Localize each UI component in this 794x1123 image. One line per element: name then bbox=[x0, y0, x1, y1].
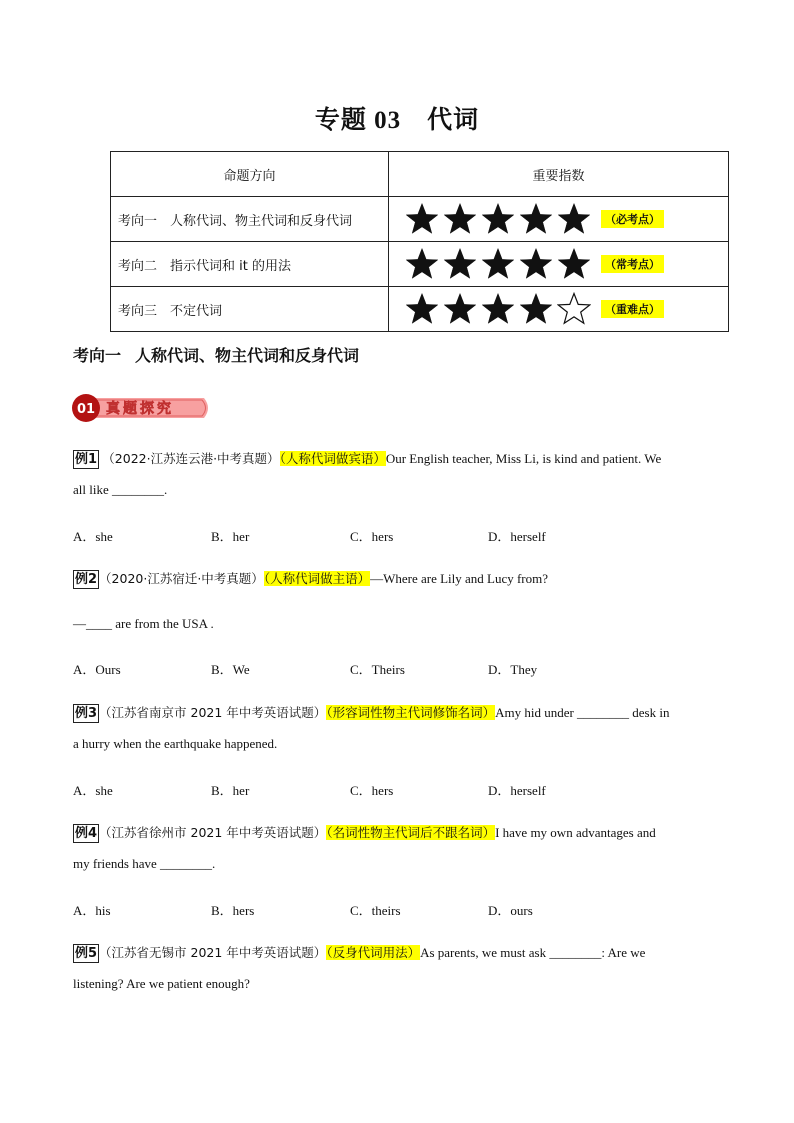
star-rating bbox=[405, 292, 591, 326]
star-rating bbox=[405, 202, 591, 236]
example-line2: all like ________. bbox=[73, 482, 168, 497]
section-text: 人称代词、物主代词和反身代词 bbox=[135, 346, 360, 365]
row-importance bbox=[388, 287, 728, 332]
star-filled-icon bbox=[443, 292, 477, 326]
option-d: D．ours bbox=[488, 903, 533, 918]
example-source: （江苏省南京市 2021 年中考英语试题） bbox=[99, 705, 327, 720]
example-source: （江苏省徐州市 2021 年中考英语试题） bbox=[99, 825, 327, 840]
star-filled-icon bbox=[443, 202, 477, 236]
example-5 bbox=[73, 937, 733, 999]
option-c: C．Theirs bbox=[350, 662, 405, 677]
example-line2: —____ are from the USA . bbox=[73, 616, 214, 631]
option-b: B．her bbox=[211, 529, 250, 544]
example-line1: I have my own advantages and bbox=[495, 825, 656, 840]
banner-number: 01 bbox=[76, 402, 96, 417]
star-filled-icon bbox=[405, 292, 439, 326]
row-importance bbox=[388, 242, 728, 287]
example-2 bbox=[73, 563, 733, 631]
star-rating bbox=[405, 247, 591, 281]
rating-table bbox=[110, 151, 729, 332]
option-b: B．her bbox=[211, 783, 250, 798]
example-1 bbox=[73, 443, 733, 505]
star-filled-icon bbox=[519, 247, 553, 281]
title-prefix: 专题 03 bbox=[314, 107, 402, 134]
star-outline-icon bbox=[557, 292, 591, 326]
star-filled-icon bbox=[519, 202, 553, 236]
example-line2: my friends have ________. bbox=[73, 856, 216, 871]
example-source: （2020·江苏宿迁·中考真题） bbox=[99, 571, 264, 586]
table-header-row bbox=[111, 152, 729, 197]
star-filled-icon bbox=[405, 247, 439, 281]
example-label: 例1 bbox=[75, 452, 98, 467]
example-line1: Amy hid under ________ desk in bbox=[495, 705, 670, 720]
header-direction: 命题方向 bbox=[111, 152, 389, 197]
star-filled-icon bbox=[481, 292, 515, 326]
example-highlight: （人称代词做主语） bbox=[263, 571, 371, 586]
row-direction: 考向一 人称代词、物主代词和反身代词 bbox=[111, 197, 389, 242]
option-a: A．she bbox=[73, 529, 113, 544]
table-row bbox=[111, 287, 729, 332]
header-importance: 重要指数 bbox=[388, 152, 728, 197]
example-line1: Our English teacher, Miss Li, is kind and patient. We bbox=[385, 451, 662, 466]
example-line1: As parents, we must ask ________: Are we bbox=[420, 945, 646, 960]
star-filled-icon bbox=[519, 292, 553, 326]
option-c: C．theirs bbox=[350, 903, 401, 918]
example-highlight: （反身代词用法） bbox=[326, 945, 421, 960]
option-a: A．Ours bbox=[73, 662, 121, 677]
section-banner bbox=[72, 388, 212, 428]
example-3 bbox=[73, 697, 733, 759]
example-highlight: （形容词性物主代词修饰名词） bbox=[326, 705, 496, 720]
example-line2: listening? Are we patient enough? bbox=[73, 976, 250, 991]
row-direction: 考向二 指示代词和 it 的用法 bbox=[111, 242, 389, 287]
option-a: A．his bbox=[73, 903, 111, 918]
example-4 bbox=[73, 817, 733, 879]
example-source: （江苏省无锡市 2021 年中考英语试题） bbox=[99, 945, 327, 960]
star-filled-icon bbox=[405, 202, 439, 236]
importance-tag: （重难点） bbox=[601, 300, 664, 318]
option-b: B．hers bbox=[211, 903, 255, 918]
option-b: B．We bbox=[211, 662, 250, 677]
row-importance bbox=[388, 197, 728, 242]
importance-tag: （必考点） bbox=[601, 210, 664, 228]
example-source: （2022·江苏连云港·中考真题） bbox=[102, 451, 280, 466]
star-filled-icon bbox=[557, 202, 591, 236]
example-label: 例2 bbox=[75, 572, 98, 587]
title-name: 代词 bbox=[427, 107, 480, 134]
option-c: C．hers bbox=[350, 529, 394, 544]
star-filled-icon bbox=[557, 247, 591, 281]
example-line2: a hurry when the earthquake happened. bbox=[73, 736, 278, 751]
example-highlight: （名词性物主代词后不跟名词） bbox=[326, 825, 496, 840]
section-heading bbox=[73, 343, 359, 366]
star-filled-icon bbox=[481, 247, 515, 281]
example-line1: —Where are Lily and Lucy from? bbox=[370, 571, 549, 586]
star-filled-icon bbox=[443, 247, 477, 281]
table-row bbox=[111, 242, 729, 287]
option-a: A．she bbox=[73, 783, 113, 798]
row-direction: 考向三 不定代词 bbox=[111, 287, 389, 332]
option-d: D．herself bbox=[488, 529, 546, 544]
table-row bbox=[111, 197, 729, 242]
option-c: C．hers bbox=[350, 783, 394, 798]
page-title bbox=[0, 100, 794, 136]
example-highlight: （人称代词做宾语） bbox=[279, 451, 386, 466]
importance-tag: （常考点） bbox=[601, 255, 664, 273]
banner-text: 真题探究 bbox=[106, 401, 174, 417]
example-label: 例4 bbox=[75, 826, 98, 841]
option-d: D．herself bbox=[488, 783, 546, 798]
section-label: 考向一 bbox=[73, 346, 122, 365]
example-label: 例5 bbox=[75, 946, 98, 961]
star-filled-icon bbox=[481, 202, 515, 236]
option-d: D．They bbox=[488, 662, 538, 677]
example-label: 例3 bbox=[75, 706, 98, 721]
